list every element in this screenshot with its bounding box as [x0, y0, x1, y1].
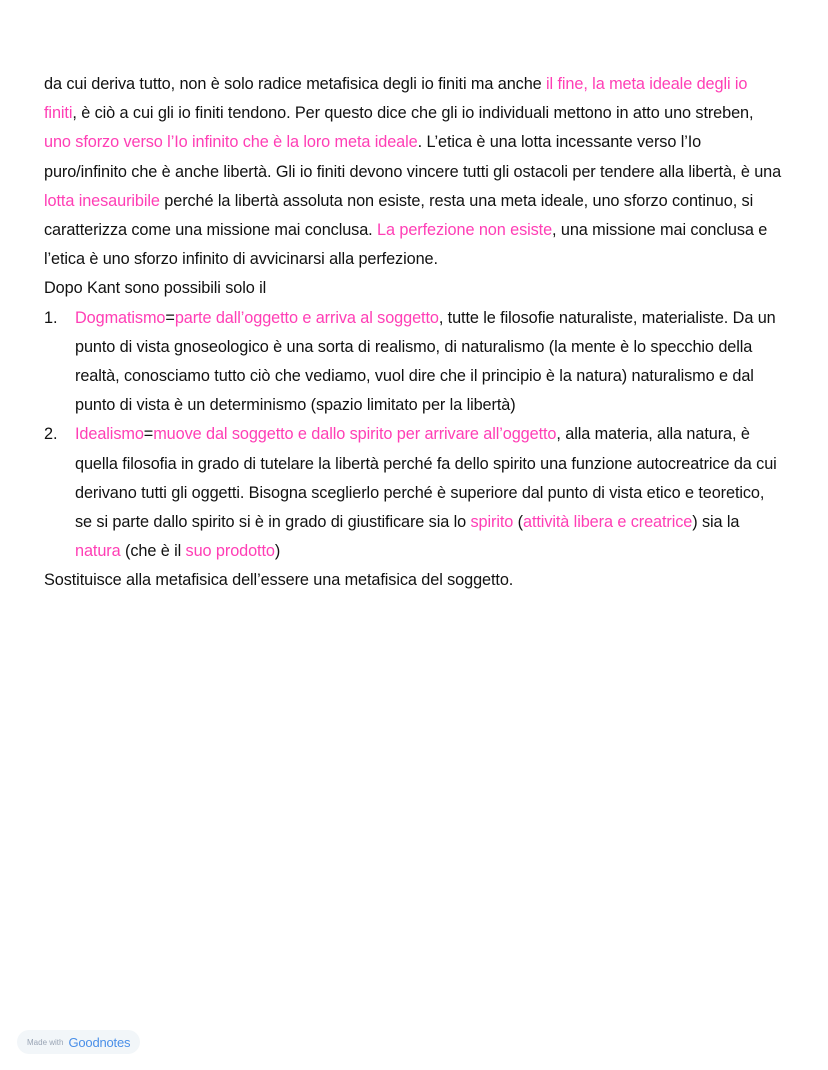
highlighted-text: Idealismo	[75, 425, 144, 444]
text-segment: , una missione mai conclusa e l’etica è uno sforzo infinito di avvicinarsi alla perfezione.	[44, 221, 768, 269]
highlighted-text: natura	[75, 542, 121, 561]
text-segment: , è ciò a cui gli io finiti tendono. Per questo dice che gli io individuali mettono in atto uno streben,	[72, 104, 754, 123]
philosophy-list	[44, 304, 784, 567]
badge-brand: Goodnotes	[68, 1034, 131, 1050]
highlighted-text: spirito	[470, 513, 514, 532]
text-segment: perché la libertà assoluta non esiste, resta una meta ideale, uno sforzo continuo, si caratterizza come una missione mai conclusa.	[44, 191, 754, 240]
text-segment: , tutte le filosofie naturaliste, materialiste. Da un punto di vista gnoseologico è una sorta di realismo, di naturalismo (la mente è lo specchio della realtà, conosciamo tutto ciò che vediamo, vuol dire che il principio è la natura) naturalismo e dal punto di vista è un determinismo (spazio limitato per la libertà)	[75, 308, 776, 415]
text-segment: =	[165, 308, 175, 327]
text-segment: )	[274, 542, 281, 561]
highlighted-text: suo prodotto	[185, 542, 275, 561]
list-item	[44, 420, 784, 566]
text-segment: ) sia la	[692, 513, 740, 532]
text-segment: da cui deriva tutto, non è solo radice metafisica degli io finiti ma anche	[44, 75, 547, 93]
highlighted-text: La perfezione non esiste	[377, 221, 553, 240]
highlighted-text: uno sforzo verso l’Io infinito che è la loro meta ideale	[44, 133, 418, 152]
intro-line: Dopo Kant sono possibili solo il	[44, 279, 267, 298]
text-segment: =	[143, 425, 154, 444]
highlighted-text: Dogmatismo	[75, 308, 166, 327]
goodnotes-badge	[17, 1030, 140, 1054]
list-item-text	[75, 309, 776, 415]
highlighted-text: muove dal soggetto e dallo spirito per arrivare all’oggetto	[153, 425, 557, 444]
list-item	[44, 304, 784, 421]
paragraph-fichte-ethics	[44, 70, 784, 274]
list-item-text	[75, 425, 777, 560]
badge-made-with: Made with	[27, 1037, 64, 1047]
highlighted-text: attività libera e creatrice	[523, 513, 693, 532]
highlighted-text: il fine, la meta ideale degli io finiti	[44, 75, 748, 123]
text-segment: , alla materia, alla natura, è quella filosofia in grado di tutelare la libertà perché fa dello spirito una funzione autocreatrice da cui derivano tutti gli oggetti. Bisogna sceglierlo perché è superiore dal punto di vista etico e teoretico, se si parte dallo spirito si è in grado di giustificare sia lo	[75, 425, 777, 532]
text-segment: (	[513, 513, 523, 532]
document-page	[44, 70, 784, 596]
highlighted-text: parte dall’oggetto e arriva al soggetto	[174, 308, 439, 327]
list-number: 1.	[44, 308, 58, 327]
highlighted-text: lotta inesauribile	[44, 191, 160, 210]
text-segment: . L’etica è una lotta incessante verso l’Io puro/infinito che è anche libertà. Gli io finiti devono vincere tutti gli ostacoli per tendere alla libertà, è una	[44, 133, 782, 181]
text-segment: (che è il	[120, 542, 186, 561]
list-number: 2.	[44, 425, 58, 444]
closing-line: Sostituisce alla metafisica dell’essere una metafisica del soggetto.	[44, 571, 514, 590]
